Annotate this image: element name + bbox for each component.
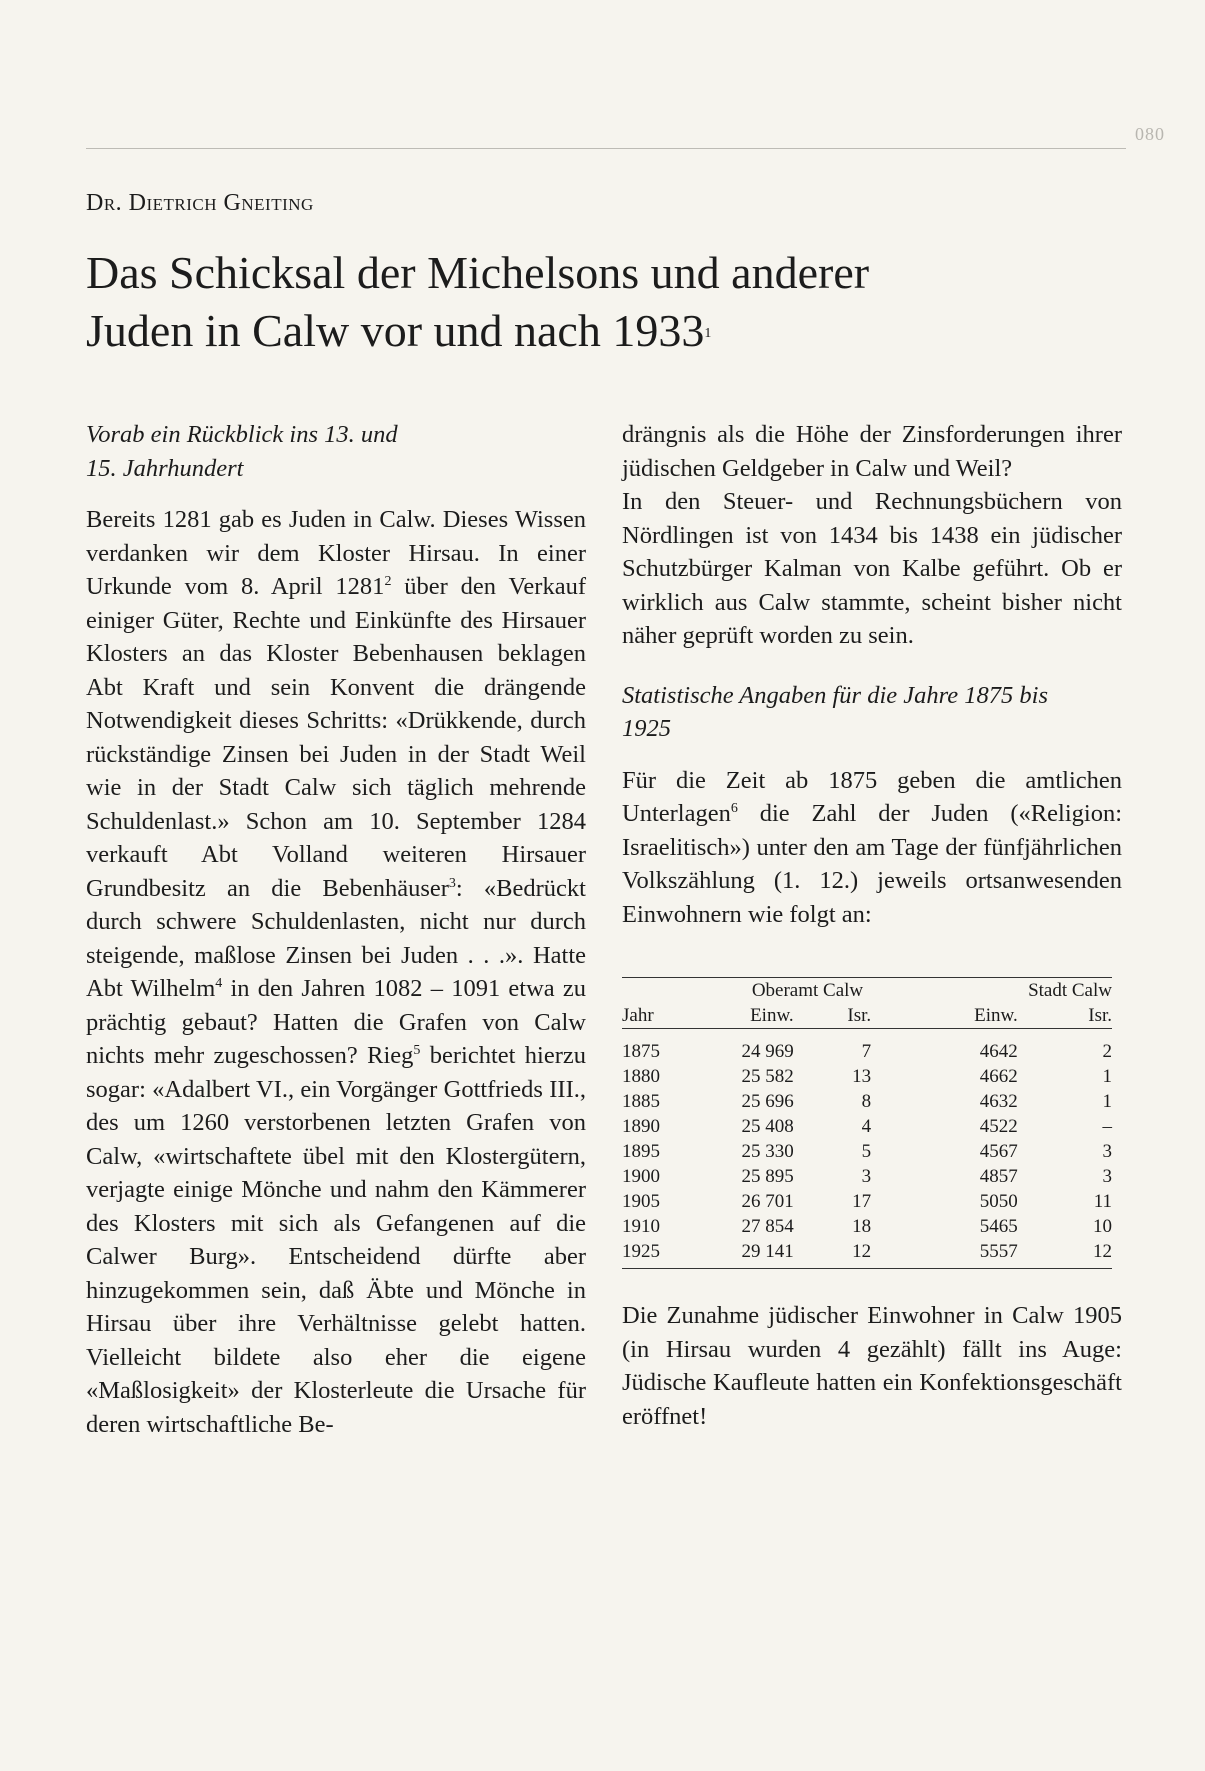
right-subheading-line-1: Statistische Angaben für die Jahre 1875 bis xyxy=(622,681,1048,709)
table-row xyxy=(622,1214,1112,1239)
cell-einw-oberamt: 25 408 xyxy=(741,1116,794,1137)
left-column xyxy=(86,418,586,1441)
text-segment: berichtet hierzu sogar: «Adalbert VI., ein Vorgänger Gottfrieds III., des um 1260 verstorbenen letzten Grafen von Calw, «wirtschaftete übel mit den Klostergütern, verjagte einige Mönche und nahm den Kämmerer des Klosters mit sich als Gefangenen auf die Calwer Burg». Entscheidend dürfte aber hinzugekommen sein, daß Äbte und Mönche in Hirsau über ihre Verhältnisse gelebt hatten. Vielleicht bildete also eher die eigene «Maßlosigkeit» der Klosterleute die Ursache für deren wirtschaftliche Be- xyxy=(86,1042,586,1438)
cell-isr-oberamt: 8 xyxy=(861,1091,872,1112)
table-row xyxy=(622,1114,1112,1139)
table-column-header xyxy=(622,1003,1112,1029)
group-oberamt-calw: Oberamt Calw xyxy=(751,980,864,1001)
right-paragraph-4: Die Zunahme jüdischer Einwohner in Calw 1905 (in Hirsau wurden 4 gezählt) fällt ins Auge: Jüdische Kaufleute hatten ein Konfektionsgeschäft eröffnet! xyxy=(622,1302,1122,1430)
cell-einw-oberamt: 25 895 xyxy=(741,1166,794,1187)
left-paragraph xyxy=(86,503,586,1441)
right-paragraph-1: drängnis als die Höhe der Zinsforderungen ihrer jüdischen Geldgeber in Calw und Weil? xyxy=(622,421,1122,482)
footnote-ref-2: 2 xyxy=(384,574,392,589)
table-row xyxy=(622,1089,1112,1114)
table-row xyxy=(622,1139,1112,1164)
left-subheading-line-1: Vorab ein Rückblick ins 13. und xyxy=(86,421,398,448)
cell-einw-oberamt: 29 141 xyxy=(689,1239,794,1269)
cell-einw-stadt: 5465 xyxy=(979,1216,1018,1237)
right-paragraph-3 xyxy=(622,764,1122,932)
text-segment: die Zahl der Juden («Religion: Israelitisch») unter den am Tage der fünfjährlichen Volkszählung (1. 12.) jeweils ortsanwesenden Einwohnern wie folgt an: xyxy=(622,800,1122,928)
cell-isr-oberamt: 4 xyxy=(861,1116,872,1137)
cell-isr-oberamt: 5 xyxy=(861,1141,872,1162)
page-mark: 080 xyxy=(1135,124,1165,144)
cell-isr-stadt: 2 xyxy=(1102,1041,1112,1062)
cell-year: 1895 xyxy=(622,1141,660,1162)
right-subheading-line-2: 1925 xyxy=(622,715,671,742)
cell-einw-oberamt: 24 969 xyxy=(741,1041,794,1062)
cell-isr-stadt: 11 xyxy=(1093,1191,1112,1212)
cell-isr-stadt: 10 xyxy=(1093,1216,1112,1237)
article-title xyxy=(86,244,1126,360)
cell-isr-stadt: 3 xyxy=(1102,1166,1112,1187)
table-corner xyxy=(622,978,689,1004)
header-rule xyxy=(86,148,1126,149)
footnote-ref-4: 4 xyxy=(215,976,223,991)
spacer xyxy=(622,653,1122,679)
col-header-einw-oberamt: Einw. xyxy=(689,1003,794,1029)
footnote-ref-3: 3 xyxy=(448,875,456,891)
cell-isr-stadt: – xyxy=(1102,1116,1112,1137)
cell-isr-oberamt: 18 xyxy=(852,1216,872,1237)
left-subheading xyxy=(86,418,586,485)
cell-einw-stadt: 5557 xyxy=(871,1239,1018,1269)
title-line-2: Juden in Calw vor und nach 1933 xyxy=(86,305,705,356)
footnote-ref-6: 6 xyxy=(730,801,738,816)
right-subheading xyxy=(622,679,1122,746)
text-segment: Für die Zeit ab 1875 geben die amtlichen Unterlagen xyxy=(622,766,1122,827)
cell-isr-oberamt: 12 xyxy=(794,1239,871,1269)
cell-year: 1885 xyxy=(622,1091,660,1112)
cell-einw-oberamt: 26 701 xyxy=(741,1191,794,1212)
cell-isr-oberamt: 3 xyxy=(861,1166,872,1187)
text-segment: : «Bedrückt durch schwere Schuldenlasten, nicht nur durch steigende, maßlose Zinsen bei Juden . . .». Hatte Abt Wilhelm xyxy=(86,874,586,1002)
table-row xyxy=(622,1164,1112,1189)
group-stadt-calw: Stadt Calw xyxy=(1028,980,1112,1001)
left-subheading-line-2: 15. Jahrhundert xyxy=(86,454,244,482)
cell-year: 1925 xyxy=(622,1239,689,1269)
cell-einw-stadt: 4522 xyxy=(979,1116,1018,1137)
right-paragraph-2: In den Steuer- und Rechnungsbüchern von Nördlingen ist von 1434 bis 1438 ein jüdischer Schutzbürger Kalman von Kalbe geführt. Ob er wirklich aus Calw stammte, scheint bisher nicht näher geprüft worden zu sein. xyxy=(622,488,1122,649)
cell-year: 1900 xyxy=(622,1166,660,1187)
cell-isr-stadt: 3 xyxy=(1102,1141,1112,1162)
author-name: Dr. Dietrich Gneiting xyxy=(86,190,314,216)
cell-isr-oberamt: 17 xyxy=(852,1191,872,1212)
cell-einw-oberamt: 25 582 xyxy=(741,1066,794,1087)
table-row xyxy=(622,1029,1112,1065)
table-body xyxy=(622,1029,1112,1269)
cell-einw-stadt: 5050 xyxy=(979,1191,1018,1212)
cell-einw-stadt: 4632 xyxy=(979,1091,1018,1112)
table-row xyxy=(622,1064,1112,1089)
col-header-isr-stadt: Isr. xyxy=(1018,1003,1112,1029)
footnote-ref-5: 5 xyxy=(413,1043,421,1058)
cell-year: 1910 xyxy=(622,1216,660,1237)
right-column xyxy=(622,418,1122,1433)
cell-isr-oberamt: 7 xyxy=(861,1041,872,1062)
col-header-isr-oberamt: Isr. xyxy=(794,1003,871,1029)
cell-einw-oberamt: 25 330 xyxy=(741,1141,794,1162)
text-segment: in den Jahren 1082 – 1091 etwa zu prächtig gebaut? Hatten die Grafen von Calw nichts mehr zugeschossen? Rieg xyxy=(86,975,586,1069)
table-group-header xyxy=(622,978,1112,1004)
cell-einw-oberamt: 27 854 xyxy=(741,1216,794,1237)
text-segment: Bereits 1281 gab es Juden in Calw. Dieses Wissen verdanken wir dem Kloster Hirsau. In einer Urkunde vom 8. April 1281 xyxy=(86,506,586,600)
cell-isr-stadt: 1 xyxy=(1102,1066,1112,1087)
table-row xyxy=(622,1239,1112,1269)
cell-einw-stadt: 4662 xyxy=(979,1066,1018,1087)
title-line-1: Das Schicksal der Michelsons und anderer xyxy=(86,247,870,298)
cell-einw-stadt: 4857 xyxy=(979,1166,1018,1187)
title-footnote-ref: 1 xyxy=(704,326,712,341)
statistics-table xyxy=(622,977,1112,1269)
cell-einw-oberamt: 25 696 xyxy=(741,1091,794,1112)
cell-year: 1880 xyxy=(622,1066,660,1087)
col-header-year: Jahr xyxy=(622,1003,689,1029)
cell-isr-stadt: 1 xyxy=(1102,1091,1112,1112)
cell-einw-stadt: 4567 xyxy=(979,1141,1018,1162)
cell-isr-oberamt: 13 xyxy=(852,1066,872,1087)
table-row xyxy=(622,1189,1112,1214)
cell-year: 1905 xyxy=(622,1191,660,1212)
text-segment: über den Verkauf einiger Güter, Rechte und Einkünfte des Hirsauer Klosters an das Kloster Bebenhausen beklagen Abt Kraft und sein Konvent die drängende Notwendigkeit dieses Schritts: «Drükkende, durch rückständige Zinsen bei Juden in der Stadt Weil wie in der Stadt Calw sich täglich mehrende Schuldenlast.» Schon am 10. September 1284 verkauft Abt Volland weiteren Hirsauer Grundbesitz an die Bebenhäuser xyxy=(86,573,586,902)
col-header-einw-stadt: Einw. xyxy=(871,1003,1018,1029)
cell-year: 1890 xyxy=(622,1116,660,1137)
cell-isr-stadt: 12 xyxy=(1018,1239,1112,1269)
cell-einw-stadt: 4642 xyxy=(979,1041,1018,1062)
cell-year: 1875 xyxy=(622,1041,660,1062)
